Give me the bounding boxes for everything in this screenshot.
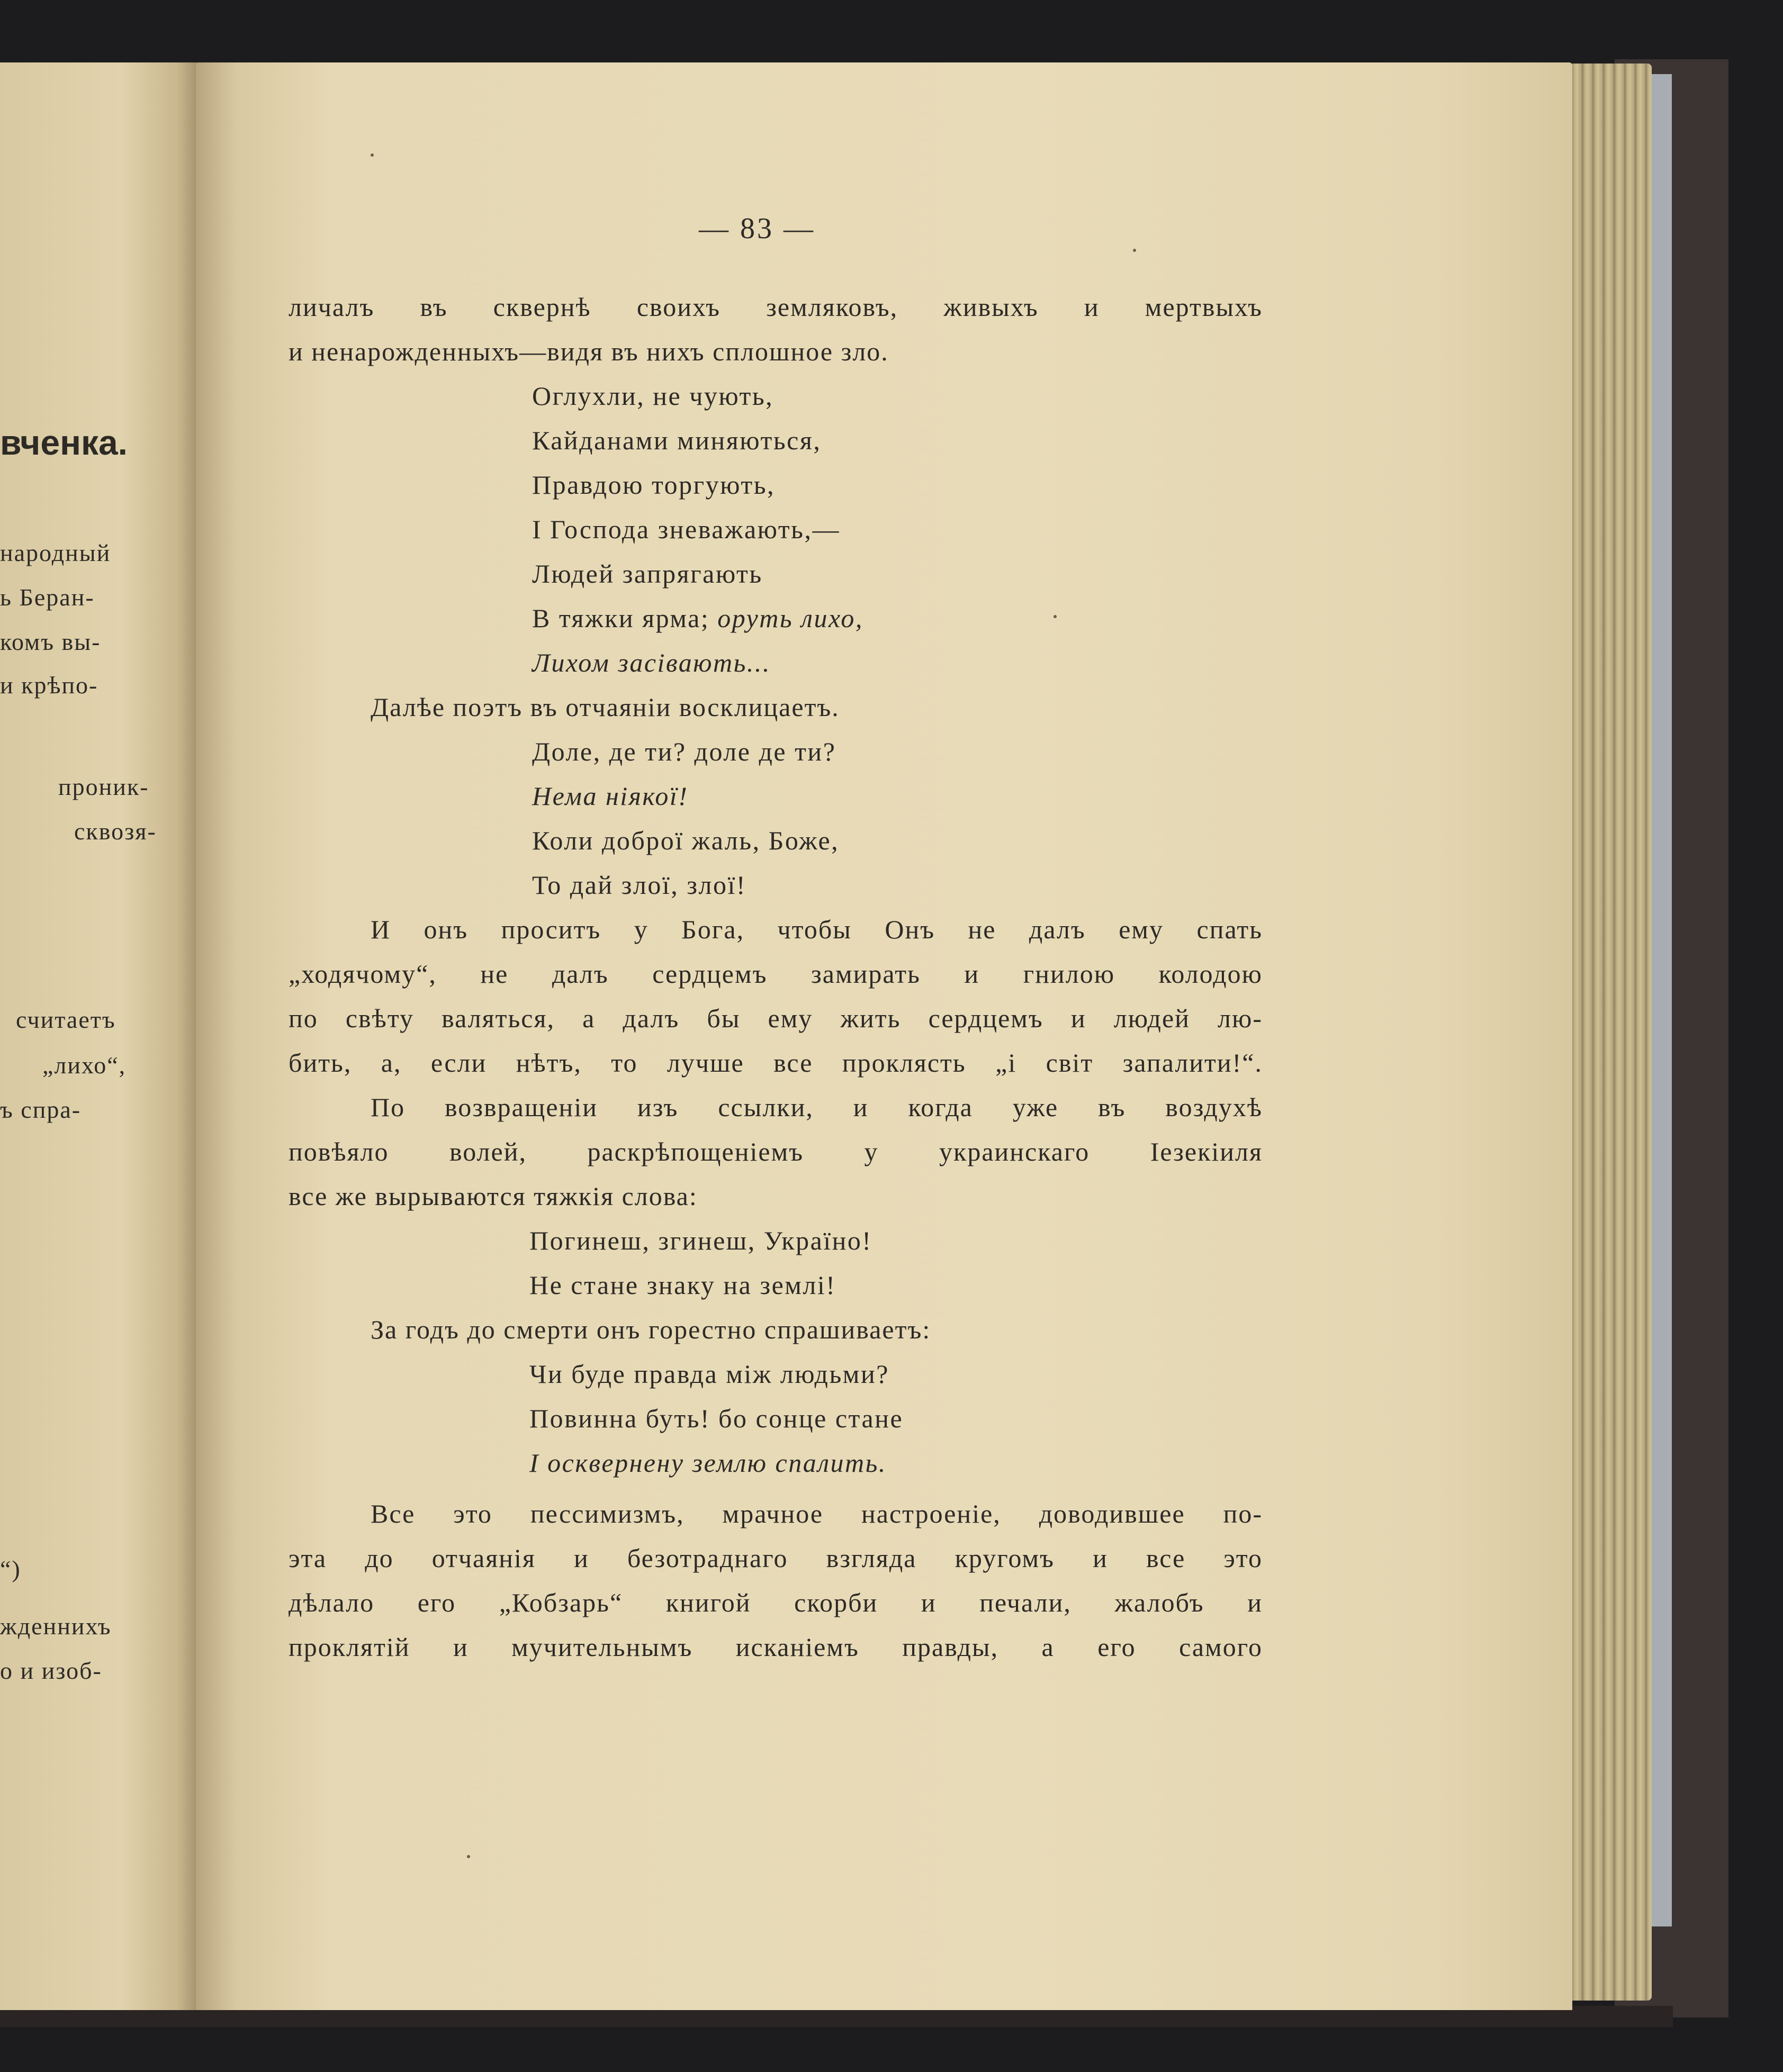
verse-line: Не стане знаку на землі! — [529, 1270, 836, 1300]
verse-line: Повинна буть! бо сонце стане — [529, 1404, 904, 1433]
verse-line: Правдою торгують, — [532, 470, 776, 500]
page-edges — [1567, 64, 1652, 2001]
page-number: — 83 — — [699, 212, 815, 245]
text-line: проклятій и мучительнымъ исканіемъ правды, а его самого — [289, 1632, 1263, 1662]
text-line: и ненарожденныхъ—видя въ нихъ сплошное зло. — [289, 337, 889, 366]
verse-line: Погинеш, згинеш, Україно! — [529, 1226, 872, 1255]
paper-speck — [371, 153, 374, 157]
verse-line: І Господа зневажають,— — [532, 514, 840, 544]
left-page-heading: вченка. — [0, 423, 128, 462]
text-line: И онъ проситъ у Бога, чтобы Онъ не далъ ему спать — [371, 915, 1263, 944]
verse-line: Чи буде правда між людьми? — [529, 1359, 889, 1389]
left-page-line: комъ вы- — [0, 628, 101, 655]
paper-speck — [467, 1855, 470, 1858]
verse-line: Оглухли, не чують, — [532, 381, 774, 411]
verse-line: Коли доброї жаль, Боже, — [532, 826, 840, 855]
text-line: личалъ въ сквернѣ своихъ земляковъ, живыхъ и мертвыхъ — [289, 292, 1263, 322]
text-line: бить, а, если нѣтъ, то лучше все проклясть „і світ запалити!“. — [289, 1048, 1263, 1078]
verse-line: В тяжки ярма; оруть лихо, — [532, 603, 863, 633]
text-line: Все это пессимизмъ, мрачное настроеніе, доводившее по- — [371, 1499, 1263, 1528]
verse-line: Кайданами миняються, — [532, 426, 822, 455]
left-page-line: проник- — [58, 773, 149, 800]
left-page-line: „лихо“, — [42, 1052, 127, 1079]
left-page-line: народный — [0, 539, 111, 566]
left-page-line: и крѣпо- — [0, 672, 98, 699]
text-line: „ходячому“, не далъ сердцемъ замирать и гнилою колодою — [289, 959, 1263, 989]
left-page-line: сквозя- — [74, 818, 157, 845]
paper-speck — [1053, 615, 1057, 618]
text-line: По возвращеніи изъ ссылки, и когда уже въ воздухѣ — [371, 1092, 1263, 1122]
paper-speck — [1133, 249, 1136, 252]
page-edge-marker — [1652, 74, 1672, 1926]
verse-line: То дай злої, злої! — [532, 870, 747, 900]
verse-line: Лихом засівають... — [532, 648, 771, 677]
verse-line: Доле, де ти? доле де ти? — [532, 737, 836, 766]
text-line: Далѣе поэтъ въ отчаяніи восклицаетъ. — [371, 692, 840, 722]
text-line: дѣлало его „Кобзарь“ книгой скорби и печали, жалобъ и — [289, 1588, 1263, 1617]
left-page-line: “) — [0, 1555, 21, 1582]
left-page-line: считаетъ — [16, 1006, 116, 1033]
text-line: по свѣту валяться, а далъ бы ему жить сердцемъ и людей лю- — [289, 1003, 1263, 1033]
left-page-line: ъ спра- — [0, 1096, 82, 1123]
left-page — [0, 62, 201, 2010]
verse-line: І осквернену землю спалить. — [529, 1448, 887, 1478]
left-page-line: ь Беран- — [0, 584, 95, 611]
text-line: повѣяло волей, раскрѣпощеніемъ у украинскаго Іезекіиля — [289, 1137, 1263, 1166]
text-line: все же вырываются тяжкія слова: — [289, 1181, 698, 1211]
verse-line: Людей запрягають — [532, 559, 763, 589]
verse-line: Нема ніякої! — [532, 781, 689, 811]
text-line: За годъ до смерти онъ горестно спрашиваетъ: — [371, 1315, 931, 1344]
left-page-line: жденнихъ — [0, 1613, 112, 1640]
text-line: эта до отчаянія и безотраднаго взгляда кругомъ и все это — [289, 1543, 1263, 1573]
left-page-line: о и изоб- — [0, 1657, 102, 1684]
